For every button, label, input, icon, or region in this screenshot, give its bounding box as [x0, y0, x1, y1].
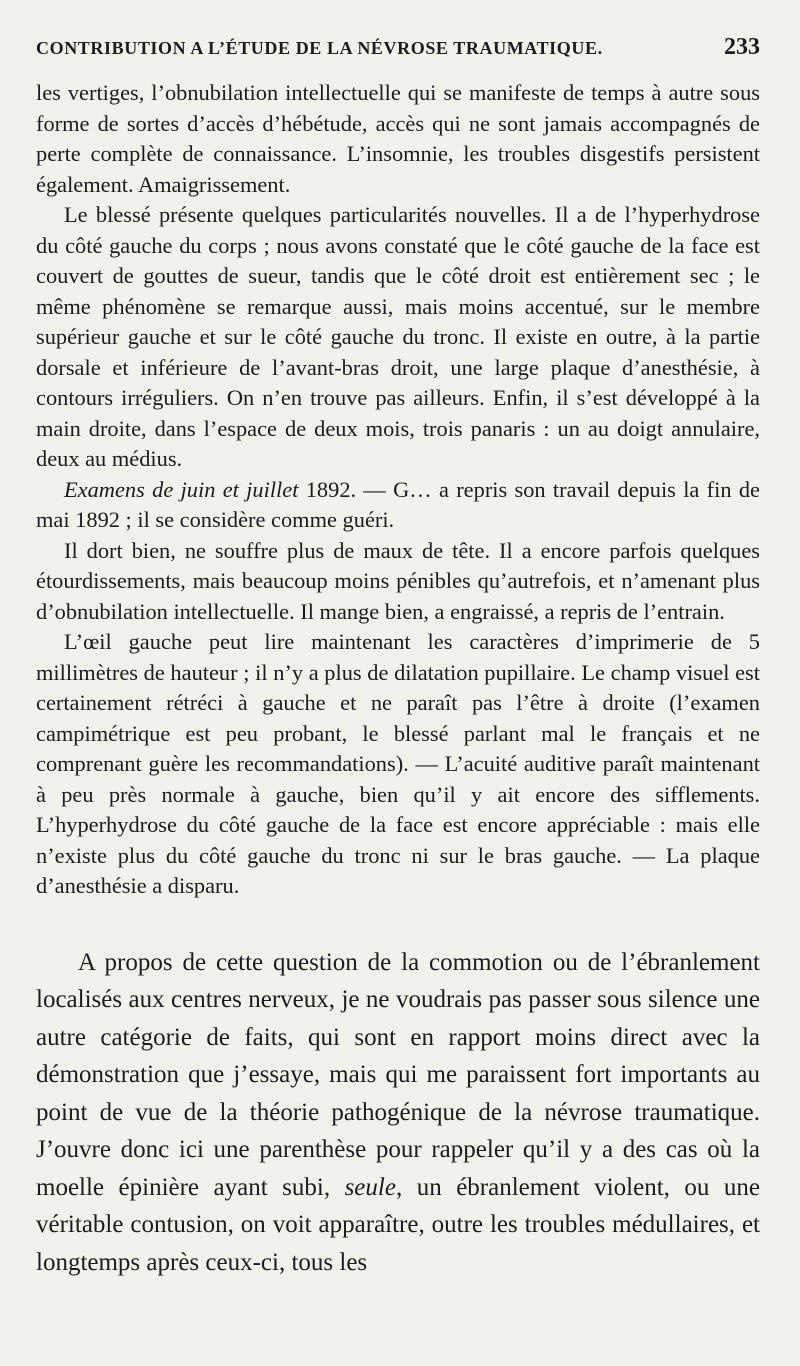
- case-notes-block: [36, 78, 760, 902]
- paragraph-continued: les vertiges, l’obnubilation intellectuelle qui se manifeste de temps à autre sous forme de sortes d’accès d’hébétude, accès qui ne sont jamais accompagnés de perte complète de connaissance. L’insomnie, les troubles disgestifs persistent également. Amaigrissement.: [36, 80, 760, 197]
- commotion-text-end: , un ébranlement violent, ou une véritable contusion, on voit apparaître, outre les troubles médullaires, et longtemps après ceux-ci, tous les: [36, 1173, 760, 1276]
- commotion-italic-word: seule: [344, 1173, 396, 1201]
- paragraph-examinations: [36, 475, 760, 536]
- page-number: 233: [724, 34, 760, 60]
- main-text-block: [36, 944, 760, 1282]
- running-title: CONTRIBUTION A L’ÉTUDE DE LA NÉVROSE TRAUMATIQUE.: [36, 38, 603, 58]
- paragraph-sleep: Il dort bien, ne souffre plus de maux de tête. Il a encore parfois quelques étourdissements, mais beaucoup moins pénibles qu’autrefois, et n’amenant plus d’obnubilation intellectuelle. Il mange bien, a engraissé, a repris de l’entrain.: [36, 537, 760, 624]
- paragraph-new-features: Le blessé présente quelques particularités nouvelles. Il a de l’hyperhydrose du côté gauche du corps ; nous avons constaté que le côté gauche de la face est couvert de gouttes de sueur, tandis que le côté droit est entièrement sec ; le même phénomène se remarque aussi, mais moins accentué, sur le membre supérieur gauche et sur le côté gauche du tronc. Il existe en outre, à la partie dorsale et inférieure de l’avant-bras droit, une large plaque d’anesthésie, à contours irréguliers. On n’en trouve pas ailleurs. Enfin, il s’est développé à la main droite, dans l’espace de deux mois, trois panaris : un au doigt annulaire, deux au médius.: [36, 202, 760, 471]
- paragraph-commotion: [36, 944, 760, 1282]
- examinations-text: 1892. — G… a repris son travail depuis la fin de mai 1892 ; il se considère comme guéri.: [36, 476, 760, 532]
- commotion-text-start: A propos de cette question de la commotion ou de l’ébranlement localisés aux centres nerveux, je ne voudrais pas passer sous silence une autre catégorie de faits, qui sont en rapport moins direct avec la démonstration que j’essaye, mais qui me paraissent fort importants au point de vue de la théorie pathogénique de la névrose traumatique. J’ouvre donc ici une parenthèse pour rappeler qu’il y a des cas où la moelle épinière ayant subi,: [36, 948, 760, 1201]
- paragraph-left-eye: L’œil gauche peut lire maintenant les caractères d’imprimerie de 5 millimètres de hauteur ; il n’y a plus de dilatation pupillaire. Le champ visuel est certainement rétréci à gauche et ne paraît pas l’être à droite (l’examen campimétrique est peu probant, le blessé parlant mal le français et ne comprenant guère les recommandations). — L’acuité auditive paraît maintenant à peu près normale à gauche, bien qu’il y ait encore des sifflements. L’hyperhydrose du côté gauche de la face est encore appréciable : mais elle n’existe plus du côté gauche du tronc ni sur le bras gauche. — La plaque d’anesthésie a disparu.: [36, 629, 760, 898]
- examinations-heading: Examens de juin et juillet: [64, 476, 299, 502]
- running-header: [36, 34, 760, 78]
- section-spacer: [36, 902, 760, 944]
